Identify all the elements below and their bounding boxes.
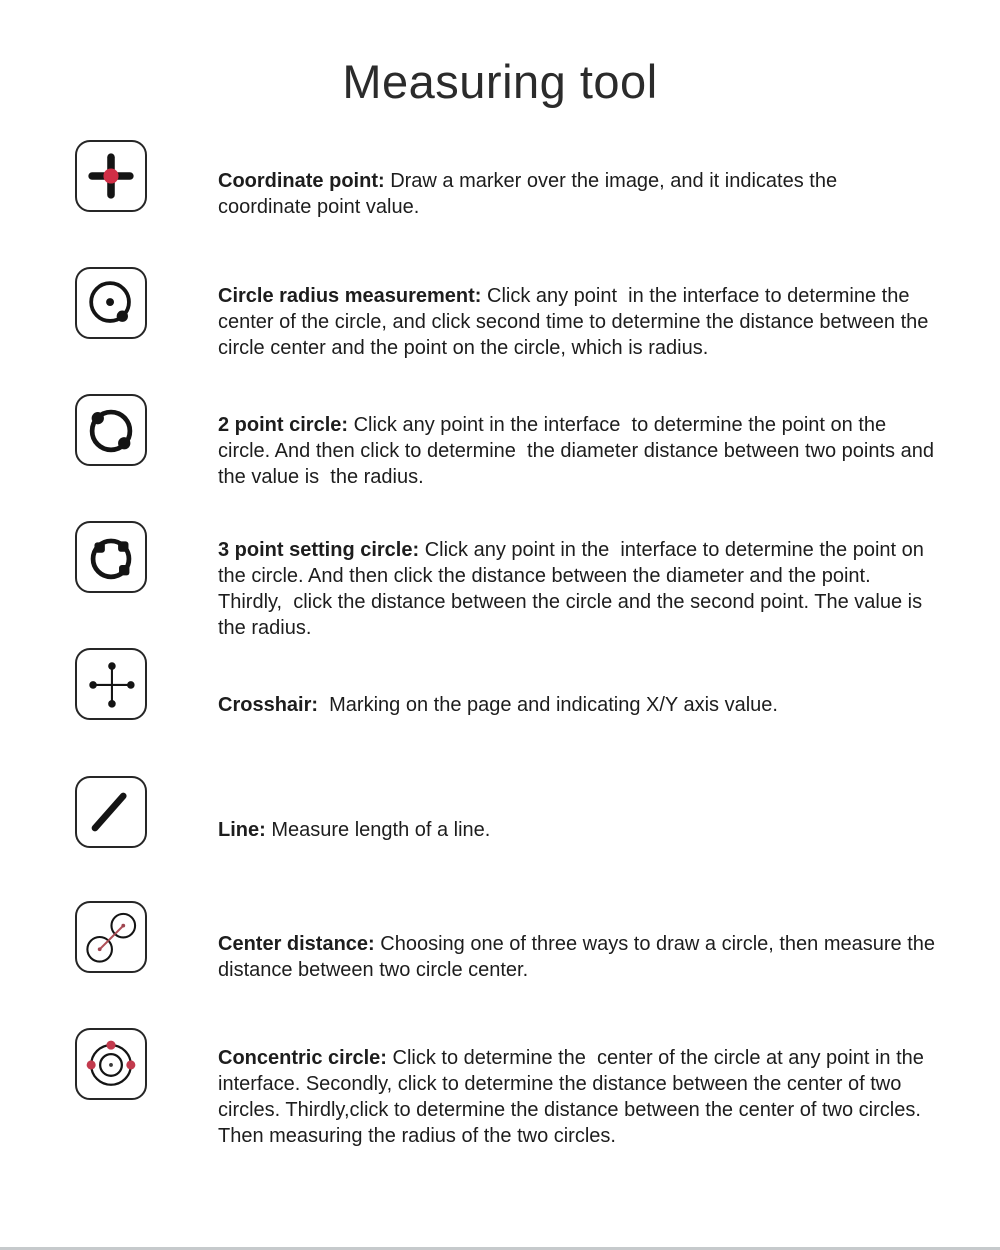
tool-text bbox=[218, 537, 936, 641]
tool-label: Concentric circle: bbox=[218, 1047, 387, 1069]
coordinate-point-icon bbox=[75, 140, 147, 212]
tool-row-crosshair bbox=[75, 648, 937, 724]
tool-text bbox=[218, 283, 936, 361]
tool-description: Click any point in the interface to determine the center of the circle, and click second time to determine the distance between the circle center and the point on the circle, which is radius. bbox=[218, 285, 934, 359]
tool-description: Click any point in the interface to determine the point on the circle. And then click the distance between the diameter and the point. Thirdly, click the distance between the circle and the second point. The value is the radius. bbox=[218, 539, 930, 639]
tool-text bbox=[218, 1045, 936, 1149]
tool-row-circle-radius bbox=[75, 267, 937, 359]
tool-label: Crosshair: bbox=[218, 694, 319, 716]
tool-description: Click to determine the center of the circle at any point in the interface. Secondly, click to determine the distance between the center of two circles. Thirdly,click to determine the distance between the center of two circles. Then measuring the radius of the two circles. bbox=[218, 1047, 930, 1147]
tool-description: Draw a marker over the image, and it indicates the coordinate point value. bbox=[218, 170, 843, 218]
line-icon bbox=[75, 776, 147, 848]
tool-label: Line: bbox=[218, 819, 266, 841]
tool-text bbox=[218, 692, 936, 718]
tool-row-center-distance bbox=[75, 901, 941, 981]
tool-row-line bbox=[75, 776, 937, 852]
tool-text bbox=[218, 168, 936, 220]
tool-description: Click any point in the interface to determine the point on the circle. And then click to determine the diameter distance between two points and the value is the radius. bbox=[218, 414, 940, 488]
tool-description: Choosing one of three ways to draw a circle, then measure the distance between two circle center. bbox=[218, 933, 941, 981]
tool-description: Measure length of a line. bbox=[265, 819, 491, 841]
tool-label: Circle radius measurement: bbox=[218, 285, 482, 307]
center-distance-icon bbox=[75, 901, 147, 973]
tool-label: 3 point setting circle: bbox=[218, 539, 420, 561]
tool-row-two-point-circle bbox=[75, 394, 940, 488]
two-point-circle-icon bbox=[75, 394, 147, 466]
three-point-circle-icon bbox=[75, 521, 147, 593]
tool-row-three-point-circle bbox=[75, 521, 937, 639]
page-title: Measuring tool bbox=[342, 55, 658, 108]
tool-description: Marking on the page and indicating X/Y axis value. bbox=[318, 694, 778, 716]
tool-text bbox=[218, 412, 940, 490]
tool-label: 2 point circle: bbox=[218, 414, 349, 436]
tool-text bbox=[218, 817, 936, 843]
tool-label: Center distance: bbox=[218, 933, 375, 955]
tool-label: Coordinate point: bbox=[218, 170, 385, 192]
tool-row-coordinate-point bbox=[75, 140, 937, 216]
concentric-circle-icon bbox=[75, 1028, 147, 1100]
tool-row-concentric-circle bbox=[75, 1028, 937, 1147]
circle-radius-icon bbox=[75, 267, 147, 339]
crosshair-icon bbox=[75, 648, 147, 720]
tool-text bbox=[218, 931, 941, 983]
